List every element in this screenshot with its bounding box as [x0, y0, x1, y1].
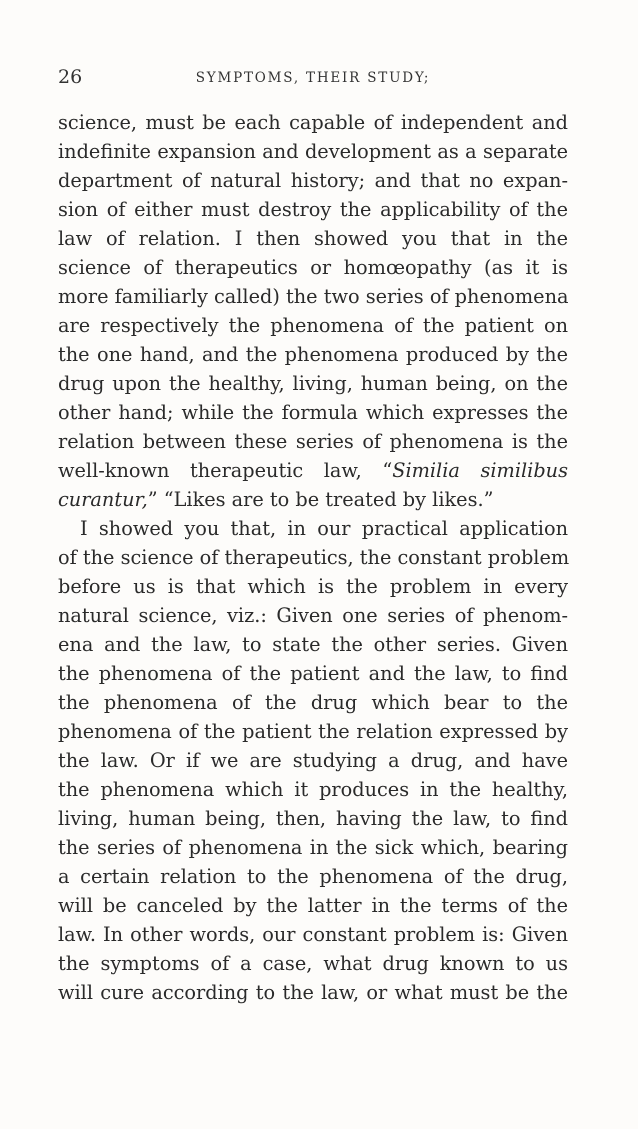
latin-phrase: curantur,	[58, 488, 148, 511]
text-line: a certain relation to the phenomena of the drug,	[58, 865, 568, 888]
text-line: the law. Or if we are studying a drug, and have	[58, 749, 568, 772]
text-segment: ” “Likes are to be treated by likes.”	[147, 488, 494, 511]
text-line: department of natural history; and that no expan-	[58, 169, 568, 192]
paragraph-start-line: I showed you that, in our practical application	[80, 517, 568, 540]
text-line	[58, 485, 568, 514]
text-line: sion of either must destroy the applicability of the	[58, 198, 568, 221]
body-text	[58, 108, 568, 1007]
text-line: the series of phenomena in the sick which, bearing	[58, 836, 568, 859]
text-line: science, must be each capable of independent and	[58, 111, 568, 134]
text-line: indefinite expansion and development as a separate	[58, 140, 568, 163]
text-line: the one hand, and the phenomena produced by the	[58, 343, 568, 366]
text-line: the phenomena of the patient and the law, to find	[58, 662, 568, 685]
text-line: are respectively the phenomena of the patient on	[58, 314, 568, 337]
text-line: ena and the law, to state the other series. Given	[58, 633, 568, 656]
running-title: SYMPTOMS, THEIR STUDY;	[195, 70, 431, 86]
text-line: law. In other words, our constant problem is: Given	[58, 923, 568, 946]
text-line: natural science, viz.: Given one series of phenom-	[58, 604, 568, 627]
latin-phrase: Similia similibus	[392, 459, 568, 482]
text-line: other hand; while the formula which expresses the	[58, 401, 568, 424]
text-line: phenomena of the patient the relation expressed by	[58, 720, 568, 743]
text-line: law of relation. I then showed you that in the	[58, 227, 568, 250]
text-line	[58, 456, 568, 485]
text-line: drug upon the healthy, living, human being, on the	[58, 372, 568, 395]
text-line: the symptoms of a case, what drug known to us	[58, 952, 568, 975]
text-line: more familiarly called) the two series of phenomena	[58, 285, 569, 308]
text-line: relation between these series of phenomena is the	[58, 430, 568, 453]
text-line: before us is that which is the problem in every	[58, 575, 568, 598]
text-line: the phenomena of the drug which bear to the	[58, 691, 568, 714]
text-line: the phenomena which it produces in the healthy,	[58, 778, 568, 801]
text-line: will be canceled by the latter in the terms of the	[58, 894, 568, 917]
running-head	[58, 66, 568, 88]
text-line: of the science of therapeutics, the constant problem	[58, 546, 570, 569]
page-number: 26	[58, 66, 83, 88]
text-segment: well-known therapeutic law, “	[58, 459, 393, 482]
text-line: will cure according to the law, or what must be the	[58, 981, 568, 1004]
text-line: living, human being, then, having the law, to find	[58, 807, 568, 830]
text-line: science of therapeutics or homœopathy (as it is	[58, 256, 568, 279]
